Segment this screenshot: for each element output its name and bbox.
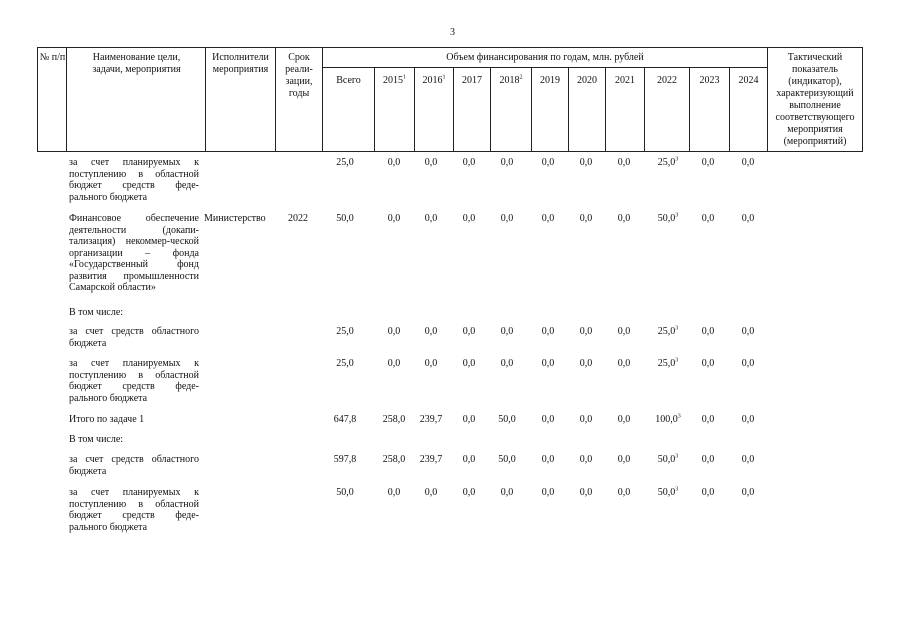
footnote-mark: 3 <box>675 486 679 493</box>
value-cell: 0,0 <box>579 157 593 168</box>
header-term: Срок реали-зации, годы <box>285 52 313 99</box>
value-cell: 0,0 <box>701 454 715 465</box>
footnote-mark: 3 <box>675 325 679 332</box>
value-cell: 0,0 <box>701 414 715 425</box>
header-year: 2023 <box>699 75 720 86</box>
value-cell: 0,0 <box>579 213 593 224</box>
header-indicator: Тактический показатель (индикатор), характеризующий выполнение соответствующего мероприятия (мероприятий) <box>775 52 855 147</box>
header-year: 2019 <box>540 75 560 86</box>
value-cell: 0,0 <box>701 213 715 224</box>
value-cell: 0,0 <box>701 157 715 168</box>
header-executor: Исполнители мероприятия <box>212 52 269 75</box>
value-cell: 0,0 <box>741 454 755 465</box>
value-cell: 0,0 <box>741 414 755 425</box>
divider <box>275 48 276 151</box>
value-cell: 258,0 <box>382 414 406 425</box>
row-term: 2022 <box>288 213 308 224</box>
divider <box>66 48 67 151</box>
value-cell: 0,0 <box>462 358 476 369</box>
value-cell: 0,0 <box>387 487 401 498</box>
page-number: 3 <box>450 27 455 38</box>
value-total: 50,0 <box>336 213 354 224</box>
table-header <box>37 47 863 152</box>
row-label: В том числе: <box>69 434 124 445</box>
value-cell: 100,0$^3$ <box>655 413 681 425</box>
value-cell: 239,7 <box>419 414 443 425</box>
value-total: 50,0 <box>336 487 354 498</box>
divider <box>767 48 768 151</box>
value-cell: 0,0 <box>424 358 438 369</box>
value-cell: 0,0 <box>579 326 593 337</box>
row-label: Финансовое обеспечение деятельности (докапи-тализация) некоммер-ческой организации – фонда «Государственный фонд развития промышленности Самарской области» <box>69 213 199 293</box>
value-cell: 0,0 <box>462 157 476 168</box>
row-label: за счет планируемых к поступлению в областной бюджет средств феде-рального бюджета <box>69 358 199 404</box>
value-cell: 0,0 <box>617 454 631 465</box>
value-cell: 0,0 <box>541 414 555 425</box>
value-cell: 0,0 <box>701 326 715 337</box>
value-cell: 258,0 <box>382 454 406 465</box>
header-year-total: Всего <box>336 75 361 86</box>
value-cell: 0,0 <box>500 157 514 168</box>
value-cell: 0,0 <box>462 326 476 337</box>
value-cell: 50,0 <box>498 414 516 425</box>
value-cell: 0,0 <box>741 487 755 498</box>
divider <box>322 67 767 68</box>
value-cell: 0,0 <box>741 358 755 369</box>
value-cell: 50,0 <box>498 454 516 465</box>
header-year: 2015$^1$ <box>383 74 406 86</box>
value-total: 25,0 <box>336 358 354 369</box>
value-cell: 0,0 <box>579 358 593 369</box>
value-cell: 0,0 <box>617 157 631 168</box>
value-cell: 0,0 <box>387 358 401 369</box>
value-cell: 0,0 <box>617 326 631 337</box>
row-label: Итого по задаче 1 <box>69 414 145 425</box>
value-cell: 0,0 <box>617 487 631 498</box>
header-funding: Объем финансирования по годам, млн. рублей <box>446 52 644 63</box>
header-number: № п/п <box>39 52 66 63</box>
value-cell: 0,0 <box>424 157 438 168</box>
footnote-mark: 3 <box>675 212 679 219</box>
value-cell: 0,0 <box>579 414 593 425</box>
value-cell: 25,0$^3$ <box>657 357 679 369</box>
header-year: 2022 <box>657 75 677 86</box>
value-cell: 0,0 <box>500 358 514 369</box>
value-cell: 0,0 <box>387 157 401 168</box>
value-cell: 0,0 <box>541 157 555 168</box>
row-executor: Министерство <box>204 213 266 224</box>
row-label: за счет средств областного бюджета <box>69 454 199 477</box>
header-year: 2020 <box>577 75 597 86</box>
value-cell: 50,0$^3$ <box>657 212 679 224</box>
value-total: 25,0 <box>336 157 354 168</box>
value-cell: 0,0 <box>500 213 514 224</box>
header-name: Наименование цели, задачи, мероприятия <box>92 52 181 75</box>
value-cell: 0,0 <box>462 414 476 425</box>
value-cell: 25,0$^3$ <box>657 325 679 337</box>
value-cell: 0,0 <box>462 213 476 224</box>
value-cell: 25,0$^3$ <box>657 156 679 168</box>
header-year: 2018$^2$ <box>499 74 523 86</box>
value-cell: 50,0$^3$ <box>657 486 679 498</box>
value-cell: 0,0 <box>462 487 476 498</box>
value-total: 647,8 <box>333 414 357 425</box>
footnote-mark: 3 <box>677 413 681 420</box>
footnote-mark: 3 <box>675 453 679 460</box>
value-total: 25,0 <box>336 326 354 337</box>
value-cell: 0,0 <box>741 157 755 168</box>
value-cell: 0,0 <box>579 454 593 465</box>
value-cell: 0,0 <box>424 326 438 337</box>
value-cell: 0,0 <box>541 213 555 224</box>
value-cell: 0,0 <box>500 487 514 498</box>
value-cell: 50,0$^3$ <box>657 453 679 465</box>
value-total: 597,8 <box>333 454 357 465</box>
value-cell: 0,0 <box>617 358 631 369</box>
header-year: 2024 <box>738 75 759 86</box>
value-cell: 0,0 <box>701 358 715 369</box>
row-label: за счет планируемых к поступлению в областной бюджет средств феде-рального бюджета <box>69 487 199 533</box>
value-cell: 0,0 <box>541 326 555 337</box>
value-cell: 0,0 <box>541 487 555 498</box>
value-cell: 0,0 <box>701 487 715 498</box>
value-cell: 239,7 <box>419 454 443 465</box>
value-cell: 0,0 <box>541 454 555 465</box>
row-label: В том числе: <box>69 307 124 318</box>
value-cell: 0,0 <box>741 326 755 337</box>
value-cell: 0,0 <box>500 326 514 337</box>
value-cell: 0,0 <box>424 213 438 224</box>
header-year: 2017 <box>462 75 482 86</box>
value-cell: 0,0 <box>617 414 631 425</box>
value-cell: 0,0 <box>387 326 401 337</box>
value-cell: 0,0 <box>462 454 476 465</box>
header-year: 2016$^1$ <box>422 74 446 86</box>
footnote-mark: 3 <box>675 357 679 364</box>
row-label: за счет планируемых к поступлению в областной бюджет средств феде-рального бюджета <box>69 157 199 203</box>
header-year: 2021 <box>615 75 635 86</box>
value-cell: 0,0 <box>387 213 401 224</box>
row-label: за счет средств областного бюджета <box>69 326 199 349</box>
footnote-mark: 3 <box>675 156 679 163</box>
value-cell: 0,0 <box>541 358 555 369</box>
value-cell: 0,0 <box>741 213 755 224</box>
value-cell: 0,0 <box>617 213 631 224</box>
value-cell: 0,0 <box>579 487 593 498</box>
value-cell: 0,0 <box>424 487 438 498</box>
